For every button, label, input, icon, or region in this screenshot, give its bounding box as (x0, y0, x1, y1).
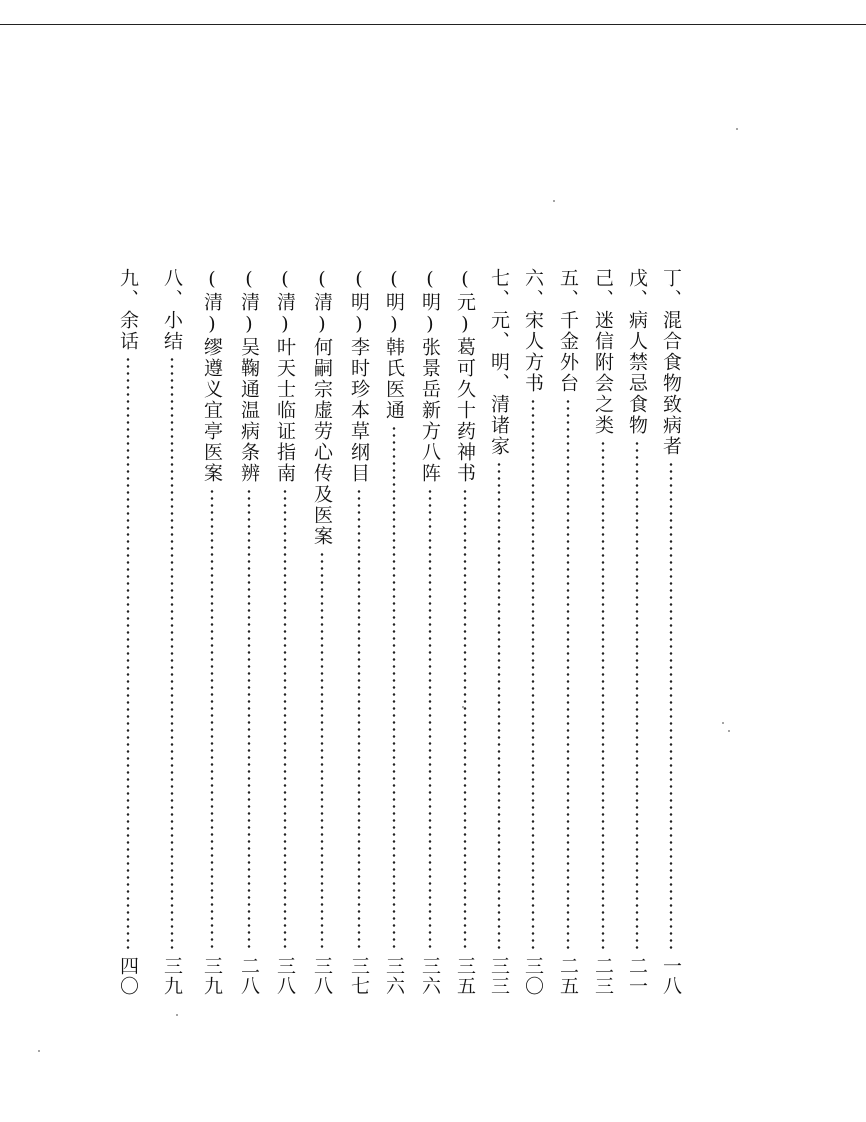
toc-dot-leader (635, 440, 639, 950)
scan-speck (728, 730, 730, 732)
toc-entry (379, 268, 409, 996)
toc-dot-leader (669, 461, 673, 950)
toc-entry (157, 268, 187, 996)
toc-entry (197, 268, 227, 996)
scan-speck (736, 128, 738, 130)
toc-dot-leader (566, 398, 570, 950)
toc-entry-page: 三九 (201, 956, 223, 996)
toc-entry-page: 三六 (383, 956, 405, 996)
top-rule (0, 24, 866, 25)
toc-dot-leader (283, 488, 287, 950)
toc-entry-page: 三三 (488, 956, 510, 996)
toc-dot-leader (601, 440, 605, 950)
toc-entry-page: 三五 (454, 956, 476, 996)
toc-entry-page: 二五 (557, 956, 579, 996)
toc-entry-page: 一八 (660, 956, 682, 996)
toc-entry (622, 268, 652, 996)
toc-dot-leader (320, 551, 324, 950)
toc-entry-title: (清)叶天士临证指南 (274, 268, 296, 484)
toc-dot-leader (247, 488, 251, 950)
toc-entry-title: 八、小结 (161, 268, 183, 352)
toc-entry-title: (明)张景岳新方八阵 (419, 268, 441, 484)
toc-dot-leader (531, 398, 535, 950)
scan-speck (176, 1014, 178, 1016)
scan-speck (38, 1050, 40, 1052)
toc-entry-page: 三八 (311, 956, 333, 996)
toc-entry-title: (清)何嗣宗虚劳心传及医案 (311, 268, 333, 547)
toc-dot-leader (170, 356, 174, 950)
toc-entry-title: 戊、病人禁忌食物 (626, 268, 648, 436)
toc-entry (344, 268, 374, 996)
toc-entry (518, 268, 548, 996)
toc-entry (450, 268, 480, 996)
toc-entry (415, 268, 445, 996)
toc-entry (234, 268, 264, 996)
toc-dot-leader (497, 461, 501, 950)
scan-speck (722, 722, 724, 724)
toc-entry-page: 二八 (238, 956, 260, 996)
toc-entry-title: 九、余话 (117, 268, 139, 352)
toc-entry (553, 268, 583, 996)
toc-entry-page: 二一 (626, 956, 648, 996)
toc-entry-title: (清)吴鞠通温病条辨 (238, 268, 260, 484)
toc-entry-title: 己、迷信附会之类 (592, 268, 614, 436)
toc-entry-title: 六、宋人方书 (522, 268, 544, 394)
toc-entry-title: (清)缪遵义宜亭医案 (201, 268, 223, 484)
toc-entry (113, 268, 143, 996)
toc-entry-page: 三〇 (522, 956, 544, 996)
toc-entry-title: 丁、混合食物致病者 (660, 268, 682, 457)
toc-entry-page: 三八 (274, 956, 296, 996)
toc-entry-title: 七、元、明、清诸家 (488, 268, 510, 457)
toc-dot-leader (463, 488, 467, 950)
toc-entry (656, 268, 686, 996)
toc-entry (588, 268, 618, 996)
toc-entry-page: 四〇 (117, 956, 139, 996)
toc-entry (307, 268, 337, 996)
toc-entry (270, 268, 300, 996)
toc-entry-page: 三七 (348, 956, 370, 996)
toc-entry-title: (元)葛可久十药神书 (454, 268, 476, 484)
toc-dot-leader (392, 425, 396, 950)
toc-dot-leader (210, 488, 214, 950)
toc-entry-title: (明)韩氏医通 (383, 268, 405, 421)
toc-dot-leader (357, 488, 361, 950)
toc-entry-title: (明)李时珍本草纲目 (348, 268, 370, 484)
scan-speck (462, 706, 464, 708)
toc-dot-leader (126, 356, 130, 950)
toc-entry-page: 三九 (161, 956, 183, 996)
scan-speck (553, 200, 555, 202)
toc-dot-leader (428, 488, 432, 950)
toc-entry-page: 三六 (419, 956, 441, 996)
toc-entry-title: 五、千金外台 (557, 268, 579, 394)
toc-entry (484, 268, 514, 996)
toc-entry-page: 二三 (592, 956, 614, 996)
